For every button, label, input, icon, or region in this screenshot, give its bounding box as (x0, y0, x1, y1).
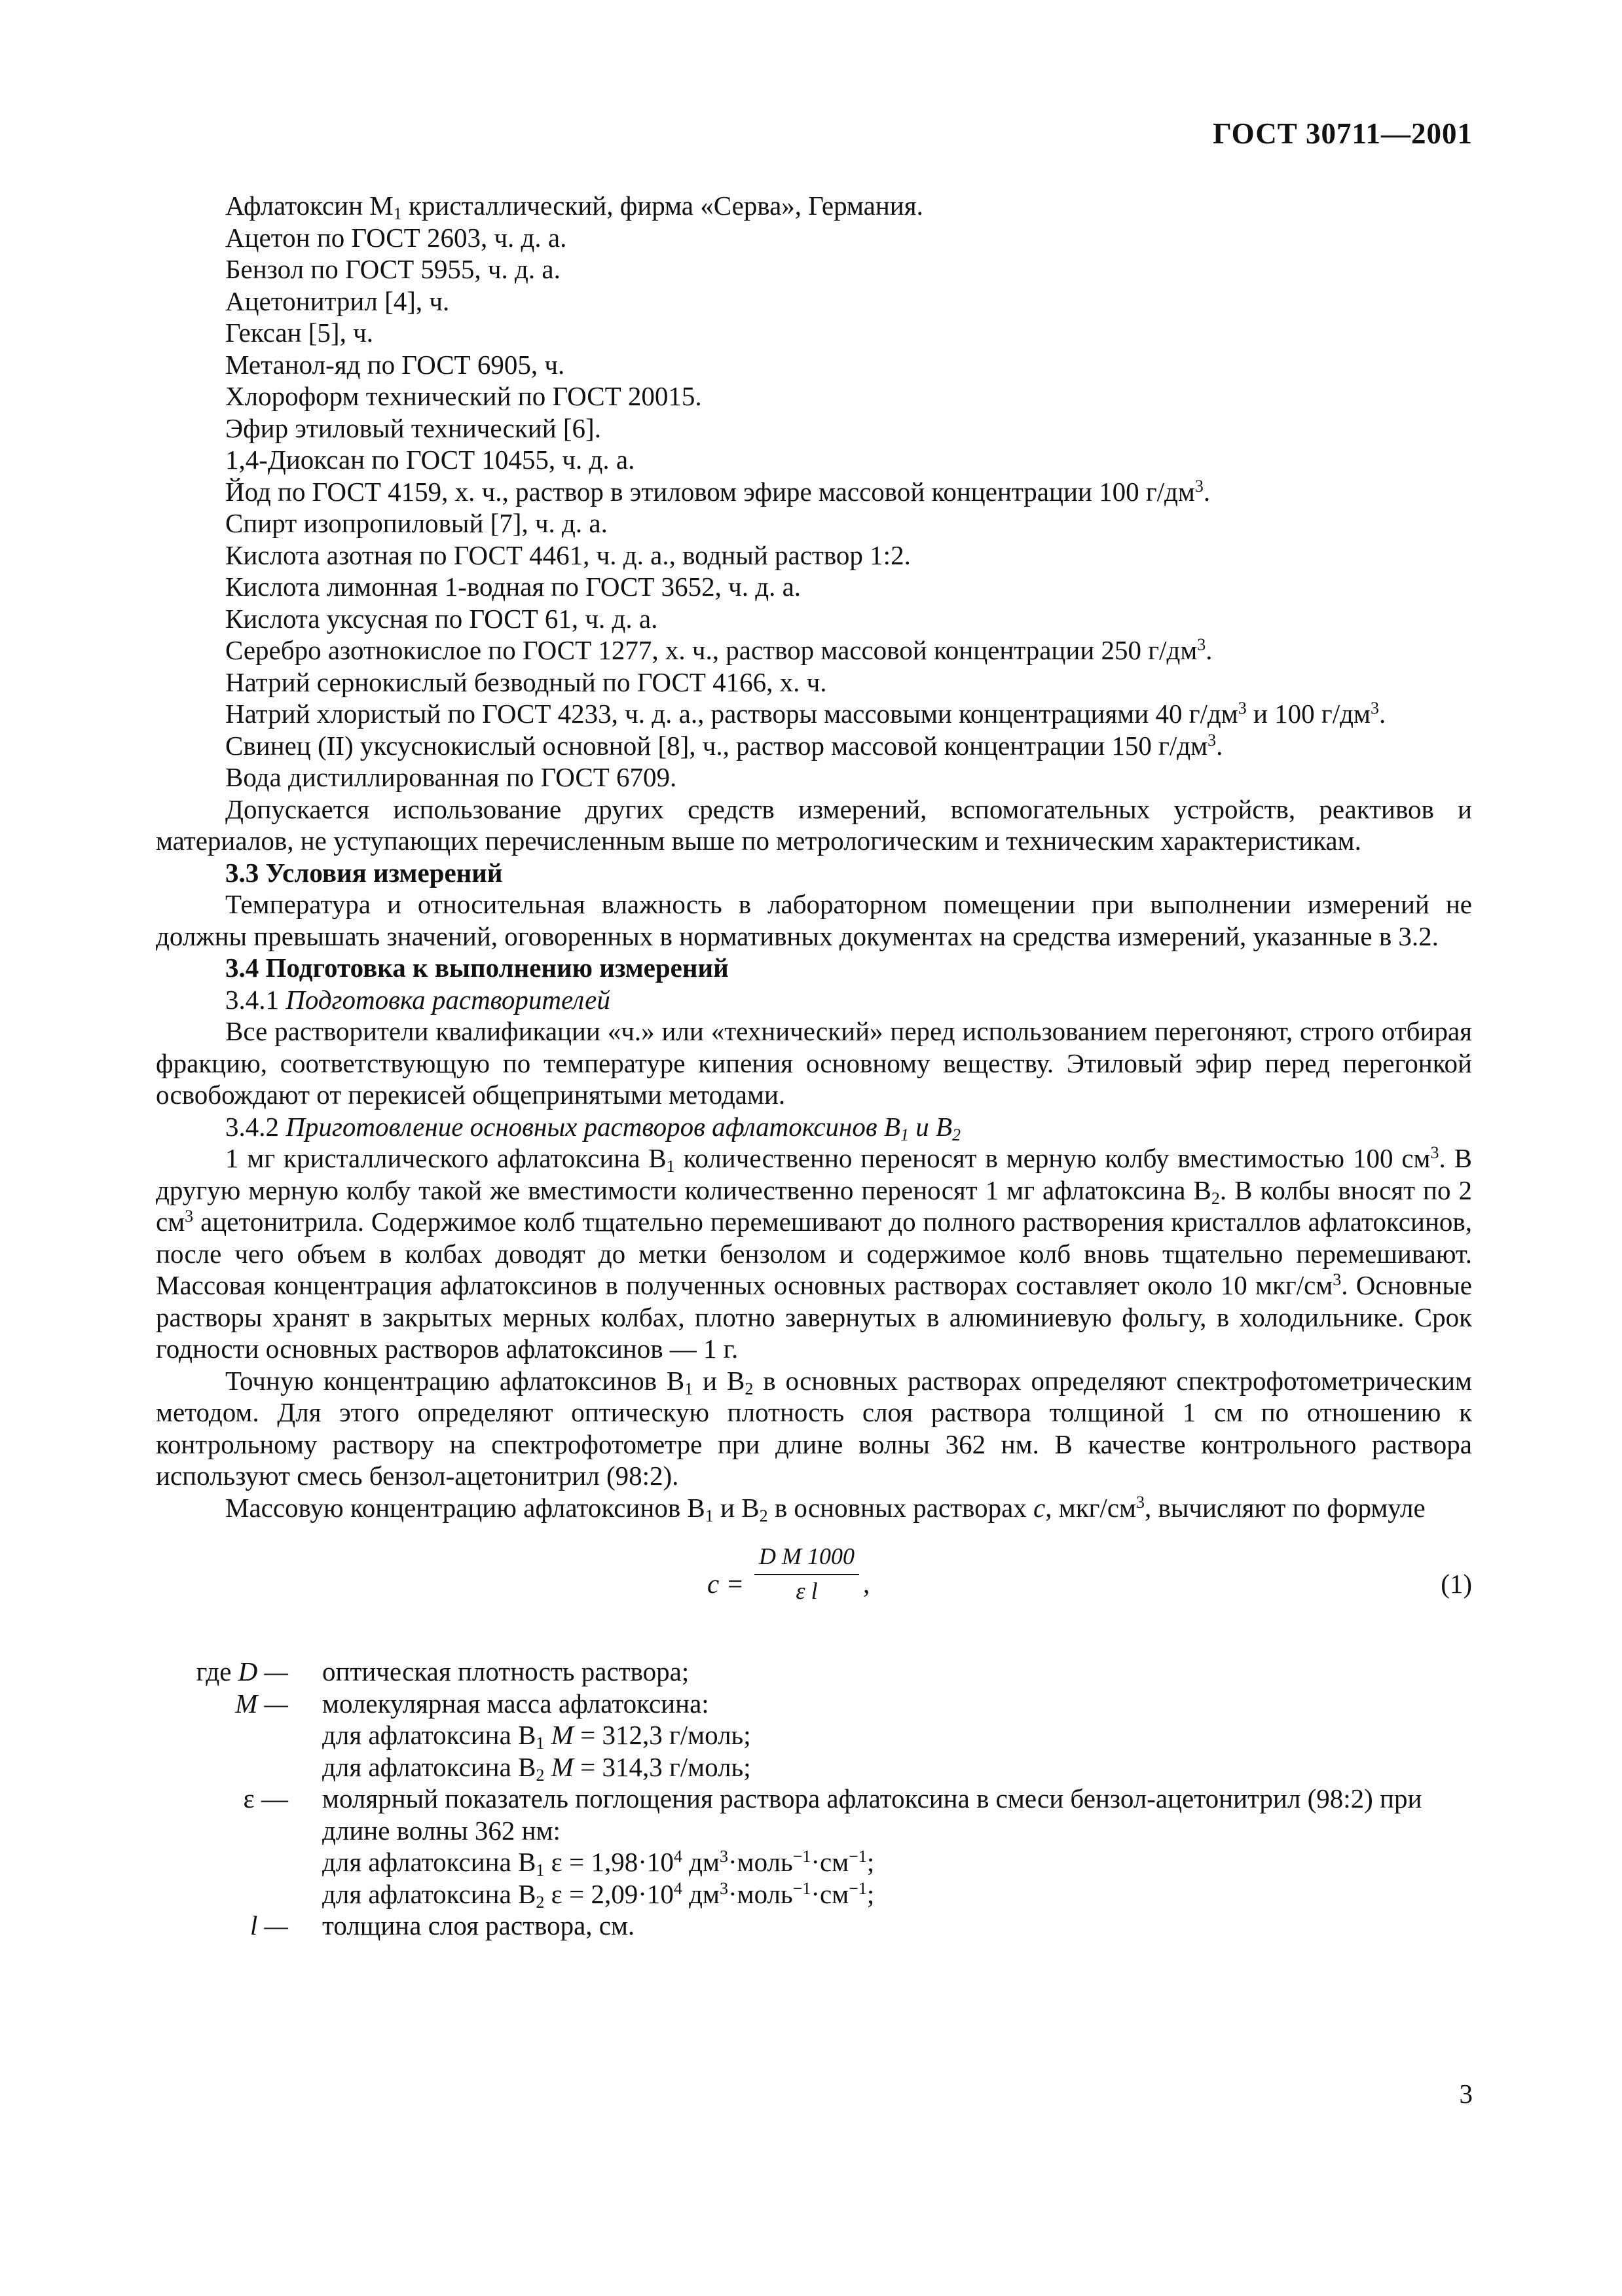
definition-l (156, 1910, 1472, 1942)
text-run: Массовую концентрацию афлатоксинов В (225, 1492, 705, 1523)
text-run: Свинец (II) уксуснокислый основной [8], ч., раствор массовой концентрации 150 г/дм (225, 730, 1208, 761)
definition-symbol (190, 1783, 288, 1815)
subscript: 1 (666, 1157, 675, 1176)
section-3-4-2-paragraph-2 (156, 1365, 1472, 1492)
text-run: ; (866, 1878, 875, 1909)
superscript: −1 (792, 1878, 811, 1898)
formula-lhs: c = (707, 1569, 745, 1599)
reagent-item (156, 507, 1472, 539)
superscript: −1 (849, 1847, 867, 1866)
reagent-item (156, 634, 1472, 666)
superscript: 3 (1370, 699, 1379, 718)
formula-fraction (754, 1540, 859, 1607)
text-run: количественно переносят в мерную колбу вместимостью 100 см (674, 1143, 1431, 1173)
section-3-3-text: Температура и относительная влажность в лабораторном помещении при выполнении измерений не должны превышать значений, оговоренных в нормативных документах на средства измерений, указанные в 3.2. (156, 889, 1472, 951)
text-run: Йод по ГОСТ 4159, х. ч., раствор в этиловом эфире массовой концентрации 100 г/дм (225, 476, 1195, 507)
reagent-item (156, 380, 1472, 412)
text-run: Кислота лимонная 1-водная по ГОСТ 3652, ч. д. а. (225, 572, 802, 602)
section-title: Подготовка растворителей (286, 984, 610, 1015)
reagent-item (156, 666, 1472, 699)
section-3-4-2-paragraph-3 (156, 1492, 1472, 1524)
formula-numerator: D M 1000 (754, 1540, 859, 1575)
definition-symbol (190, 1688, 288, 1720)
definition-text: оптическая плотность раствора; (322, 1656, 690, 1686)
text-run: для афлатоксина В (322, 1878, 536, 1909)
superscript: 4 (673, 1878, 682, 1898)
superscript: −1 (849, 1878, 867, 1898)
text-run: , мкг/см (1045, 1492, 1136, 1523)
superscript: 3 (719, 1847, 728, 1866)
where-word: где (196, 1656, 232, 1686)
variable-definitions (156, 1656, 1472, 1942)
text-run: и В (713, 1492, 760, 1523)
text-run: Натрий хлористый по ГОСТ 4233, ч. д. а., растворы массовыми концентрациями 40 г/дм (225, 699, 1238, 729)
section-3-4-1-heading (156, 984, 1472, 1016)
text-run: 1 мг кристаллического афлатоксина В (225, 1143, 667, 1173)
text-run: Серебро азотнокислое по ГОСТ 1277, х. ч., раствор массовой концентрации 250 г/дм (225, 635, 1198, 665)
subscript: 2 (1211, 1188, 1220, 1208)
superscript: 3 (1194, 476, 1204, 496)
text-run: . (1206, 635, 1213, 665)
text-run: и 100 г/дм (1246, 699, 1371, 729)
variable: M (544, 1720, 574, 1750)
text-run: Вода дистиллированная по ГОСТ 6709. (225, 762, 677, 792)
text-run: , вычисляют по формуле (1144, 1492, 1426, 1523)
reagent-item (156, 253, 1472, 285)
definition-text: толщина слоя раствора, см. (322, 1910, 635, 1941)
symbol: D — (238, 1656, 288, 1686)
formula-denominator: ε l (796, 1577, 818, 1604)
formula-comma: , (863, 1569, 870, 1599)
formula-1 (156, 1540, 1472, 1632)
reagent-item (156, 761, 1472, 793)
subscript: 2 (536, 1765, 545, 1785)
text-run: Точную концентрацию афлатоксинов В (225, 1365, 685, 1396)
reagent-item (156, 222, 1472, 254)
superscript: 3 (1207, 730, 1217, 750)
text-run: ацетонитрила. Содержимое колб тщательно перемешивают до полного растворения кристаллов афлатоксинов, после чего объем в колбах доводят до метки бензолом и содержимое колб вновь тщательно перемешивают. Массовая концентрация афлатоксинов в полученных основных растворах составляет около 10 мкг/см (156, 1207, 1472, 1300)
formula-number: (1) (1441, 1569, 1472, 1599)
text-run: ε = 2,09·10 (544, 1878, 674, 1909)
section-3-4-2-paragraph-1 (156, 1142, 1472, 1365)
subscript: 1 (705, 1506, 714, 1525)
definition-line (322, 1878, 1472, 1910)
superscript: 3 (1238, 699, 1247, 718)
text-run: . В другую мерную колбу такой же вместимости количественно переносят 1 мг афлатоксина В (156, 1143, 1472, 1205)
text-run: для афлатоксина В (322, 1720, 536, 1750)
subscript: 1 (536, 1861, 545, 1880)
superscript: 3 (1430, 1143, 1439, 1162)
section-3-3-heading: 3.3 Условия измерений (225, 857, 503, 888)
reagent-item (156, 571, 1472, 603)
reagent-item (156, 317, 1472, 349)
text-run: . (1203, 476, 1211, 507)
reagent-item (156, 349, 1472, 381)
subscript: 1 (900, 1125, 909, 1144)
document-header: ГОСТ 30711—2001 (1213, 117, 1473, 150)
text-run: кристаллический, фирма «Серва», Германия. (401, 191, 923, 221)
variable: c (1033, 1492, 1046, 1523)
text-run: 1,4-Диоксан по ГОСТ 10455, ч. д. а. (225, 445, 635, 475)
text-run: . Основные растворы хранят в закрытых мерных колбах, плотно завернутых в алюминиевую фольгу, в холодильнике. Срок годности основных растворов афлатоксинов — 1 г. (156, 1270, 1472, 1364)
text-run: Хлороформ технический по ГОСТ 20015. (225, 381, 702, 411)
subscript: 2 (745, 1379, 754, 1398)
text-run: Эфир этиловый технический [6]. (225, 412, 601, 443)
text-run: ·моль (728, 1847, 793, 1877)
text-run: Бензол по ГОСТ 5955, ч. д. а. (225, 254, 561, 284)
text-run: Метанол-яд по ГОСТ 6905, ч. (225, 349, 565, 380)
paragraph-allowed: Допускается использование других средств измерений, вспомогательных устройств, реактивов и материалов, не уступающих перечисленным выше по метрологическим и техническим характеристикам. (156, 793, 1472, 856)
text-run: дм (682, 1847, 720, 1877)
text-run: Ацетон по ГОСТ 2603, ч. д. а. (225, 222, 567, 253)
symbol: l — (249, 1910, 288, 1941)
text-run: ·см (811, 1847, 849, 1877)
text-run: в основных растворах (767, 1492, 1034, 1523)
text-run: и В (693, 1365, 745, 1396)
text-run: для афлатоксина В (322, 1751, 536, 1782)
text-run: Кислота азотная по ГОСТ 4461, ч. д. а., водный раствор 1:2. (225, 539, 911, 570)
title-part: и B (908, 1111, 953, 1142)
text-run: Кислота уксусная по ГОСТ 61, ч. д. а. (225, 603, 658, 634)
text-run: ε = 1,98·10 (544, 1847, 674, 1877)
section-number: 3.4.2 (225, 1111, 279, 1142)
section-3-4-2-heading (156, 1111, 1472, 1143)
subscript: 1 (536, 1734, 545, 1753)
superscript: −1 (792, 1847, 811, 1866)
superscript: 4 (673, 1847, 682, 1866)
text-run: Натрий сернокислый безводный по ГОСТ 4166, х. ч. (225, 666, 827, 697)
definition-D (156, 1656, 1472, 1688)
definition-symbol (190, 1656, 288, 1688)
subscript: 2 (759, 1506, 768, 1525)
text-run: . В колбы вносят по 2 см (156, 1175, 1472, 1237)
definition-line (322, 1719, 1472, 1751)
text-run: в основных растворах определяют спектрофотометрическим методом. Для этого определяют оптическую плотность слоя раствора толщиной 1 см по отношению к контрольному раствору на спектрофотометре при длине волны 362 нм. В качестве контрольного раствора используют смесь бензол-ацетонитрил (98:2). (156, 1365, 1472, 1491)
section-3-4-heading: 3.4 Подготовка к выполнению измерений (225, 953, 729, 983)
definition-symbol (190, 1910, 288, 1942)
superscript: 3 (1197, 635, 1206, 654)
title-part: Приготовление основных растворов афлатоксинов B (286, 1111, 900, 1142)
reagent-item (156, 476, 1472, 508)
subscript: 1 (684, 1379, 693, 1398)
text-run: . (1216, 730, 1223, 761)
subscript: 1 (393, 204, 402, 223)
reagent-item (156, 412, 1472, 445)
reagent-list (156, 190, 1472, 793)
definition-line (322, 1751, 1472, 1783)
reagent-item (156, 603, 1472, 635)
text-run: для афлатоксина В (322, 1847, 536, 1877)
text-run: Гексан [5], ч. (225, 318, 373, 348)
text-run: ·моль (728, 1878, 793, 1909)
text-run: ·см (811, 1878, 849, 1909)
section-number: 3.4.1 (225, 984, 279, 1015)
variable: M (544, 1751, 574, 1782)
subscript: 2 (952, 1125, 961, 1144)
text-run: Спирт изопропиловый [7], ч. д. а. (225, 508, 608, 538)
reagent-item (156, 285, 1472, 318)
text-run: ; (866, 1847, 875, 1877)
section-3-4-1-text: Все растворители квалификации «ч.» или «технический» перед использованием перегоняют, строго отбирая фракцию, соответствующую по температуре кипения основному веществу. Этиловый эфир перед перегонкой освобождают от перекисей общепринятыми методами. (156, 1016, 1472, 1110)
reagent-item (156, 444, 1472, 476)
reagent-item (156, 698, 1472, 730)
text-run: Ацетонитрил [4], ч. (225, 285, 450, 316)
definition-line (322, 1846, 1472, 1878)
text-run: . (1378, 699, 1386, 729)
reagent-item (156, 539, 1472, 572)
subscript: 2 (536, 1892, 545, 1912)
definition-epsilon (156, 1783, 1472, 1910)
superscript: 3 (719, 1878, 728, 1898)
definition-text: молекулярная масса афлатоксина: (322, 1688, 709, 1719)
symbol: M — (235, 1688, 288, 1719)
text-run: Афлатоксин М (225, 191, 394, 221)
definition-text: молярный показатель поглощения раствора афлатоксина в смеси бензол-ацетонитрил (98:2) при длине волны 362 нм: (322, 1783, 1422, 1846)
section-title (286, 1112, 961, 1142)
reagent-item (156, 190, 1472, 222)
superscript: 3 (1333, 1270, 1342, 1289)
document-body (156, 190, 1472, 1942)
superscript: 3 (1135, 1492, 1145, 1512)
superscript: 3 (185, 1207, 194, 1226)
definition-M (156, 1688, 1472, 1783)
text-run: дм (682, 1878, 720, 1909)
symbol: ε — (243, 1783, 288, 1813)
reagent-item (156, 730, 1472, 762)
text-run: = 314,3 г/моль; (573, 1751, 751, 1782)
text-run: = 312,3 г/моль; (573, 1720, 751, 1750)
page-number: 3 (1459, 2079, 1473, 2109)
